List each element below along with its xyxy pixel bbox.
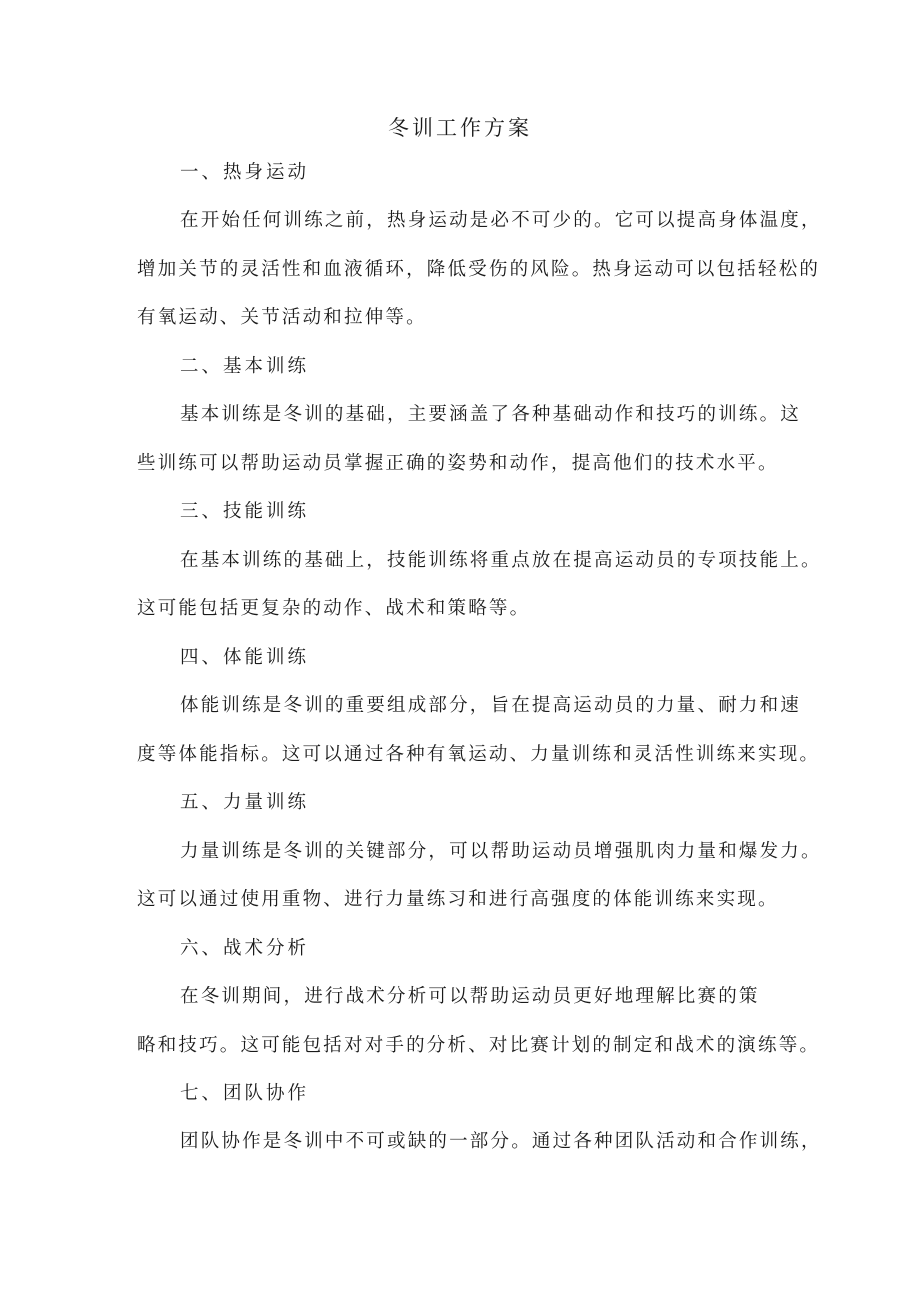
paragraph-line: 力量训练是冬训的关键部分，可以帮助运动员增强肌肉力量和爆发力。 <box>180 841 822 862</box>
section-heading-strength: 五、力量训练 <box>180 792 310 813</box>
paragraph-line: 略和技巧。这可能包括对对手的分析、对比赛计划的制定和战术的演练等。 <box>137 1035 821 1056</box>
paragraph-line: 度等体能指标。这可以通过各种有氧运动、力量训练和灵活性训练来实现。 <box>137 744 821 765</box>
section-heading-warmup: 一、热身运动 <box>180 162 310 183</box>
paragraph-line: 在冬训期间，进行战术分析可以帮助运动员更好地理解比赛的策 <box>180 986 760 1007</box>
section-heading-basic: 二、基本训练 <box>180 356 310 377</box>
document-title: 冬训工作方案 <box>388 116 532 140</box>
paragraph-line: 这可能包括更复杂的动作、战术和策略等。 <box>137 598 531 619</box>
paragraph-line: 团队协作是冬训中不可或缺的一部分。通过各种团队活动和合作训练， <box>180 1131 822 1152</box>
section-heading-tactics: 六、战术分析 <box>180 938 310 959</box>
paragraph-line: 些训练可以帮助运动员掌握正确的姿势和动作，提高他们的技术水平。 <box>137 453 779 474</box>
paragraph-line: 体能训练是冬训的重要组成部分，旨在提高运动员的力量、耐力和速 <box>180 695 802 716</box>
paragraph-line: 在基本训练的基础上，技能训练将重点放在提高运动员的专项技能上。 <box>180 550 822 571</box>
paragraph-line: 在开始任何训练之前，热身运动是必不可少的。它可以提高身体温度， <box>180 210 822 231</box>
paragraph-line: 有氧运动、关节活动和拉伸等。 <box>137 307 427 328</box>
paragraph-line: 增加关节的灵活性和血液循环，降低受伤的风险。热身运动可以包括轻松的 <box>137 259 821 280</box>
paragraph-line: 这可以通过使用重物、进行力量练习和进行高强度的体能训练来实现。 <box>137 889 779 910</box>
section-heading-teamwork: 七、团队协作 <box>180 1083 310 1104</box>
paragraph-line: 基本训练是冬训的基础，主要涵盖了各种基础动作和技巧的训练。这 <box>180 404 802 425</box>
section-heading-skill: 三、技能训练 <box>180 501 310 522</box>
section-heading-fitness: 四、体能训练 <box>180 647 310 668</box>
